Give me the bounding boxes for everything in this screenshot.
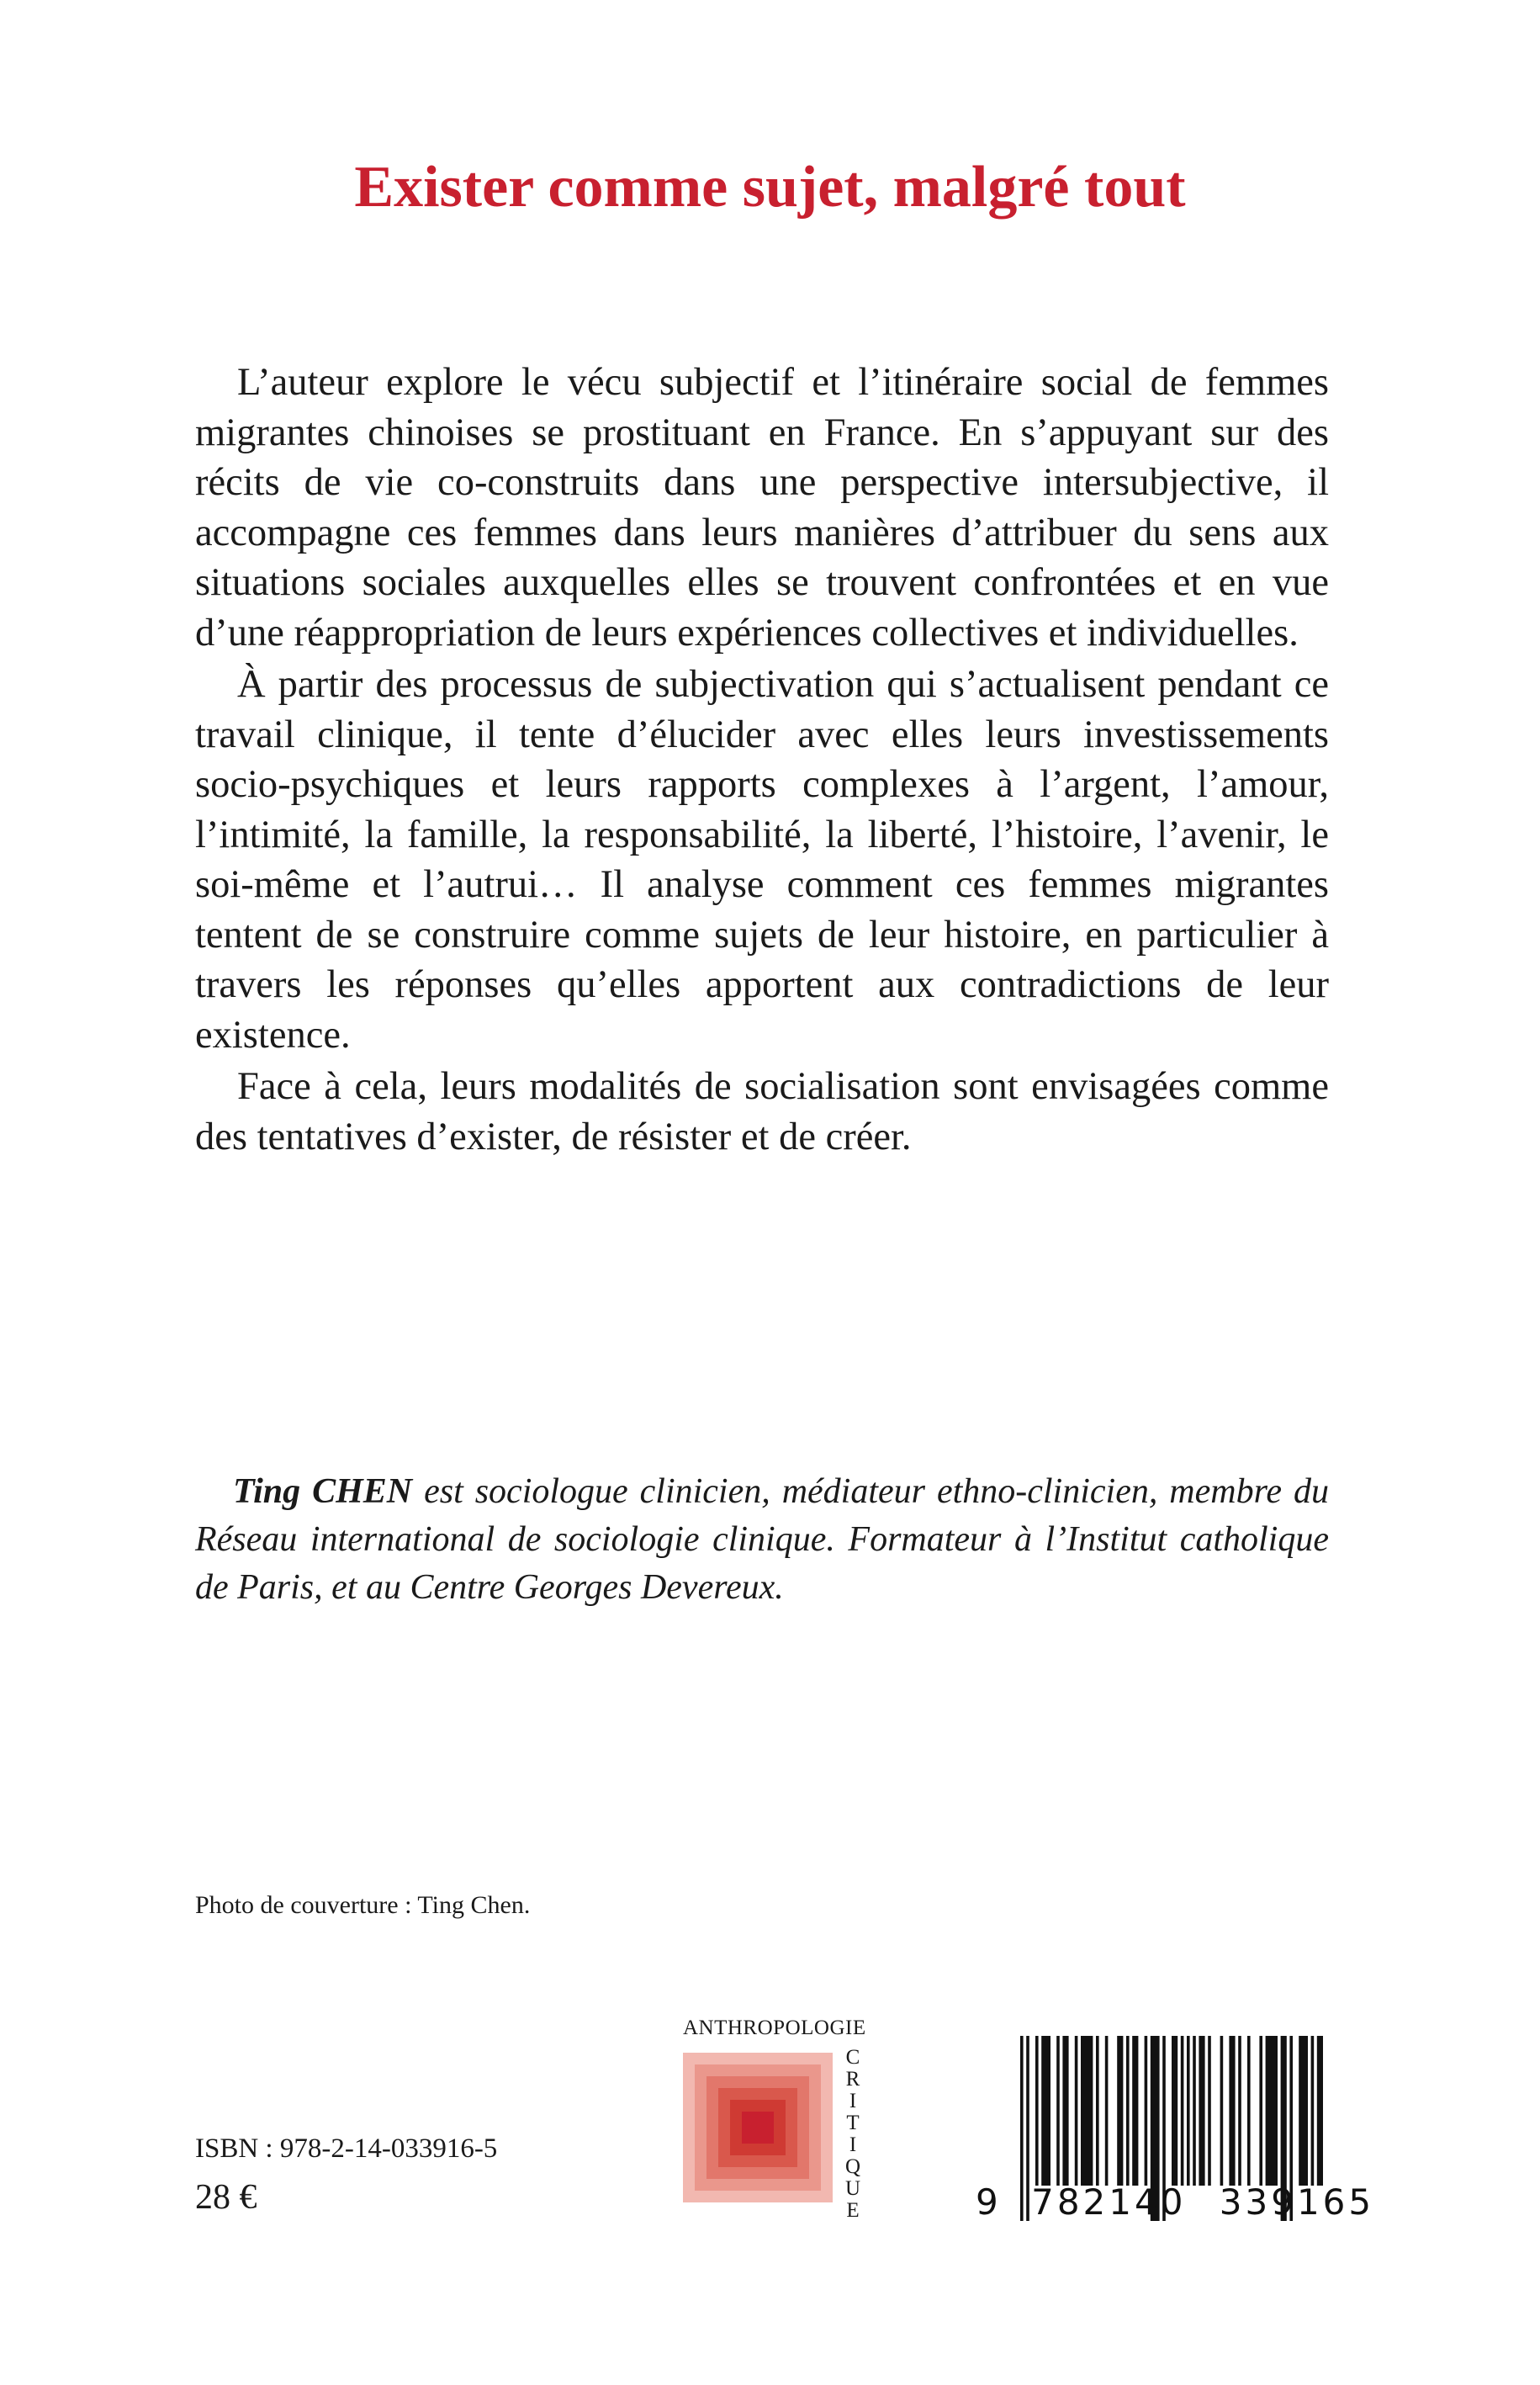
- barcode-bar: [1126, 2036, 1130, 2186]
- barcode-bar: [1266, 2036, 1278, 2186]
- summary-paragraph: L’auteur explore le vécu subjectif et l’itinéraire social de femmes migrantes chinoises se prostituant en France. En s’appuyant sur des récits de vie co-construits dans une perspective intersubjective, il accompagne ces femmes dans leurs manières d’attribuer du sens aux situations sociales auxquelles elles se trouvent confrontées et en vue d’une réappropriation de leurs expériences collectives et individuelles.: [195, 361, 1329, 655]
- barcode-bar: [1062, 2036, 1068, 2186]
- barcode-right-group: 339165: [1219, 2181, 1375, 2223]
- barcode-bar: [1056, 2036, 1060, 2186]
- barcode-bar: [1317, 2036, 1323, 2186]
- summary-paragraph: À partir des processus de subjectivation qui s’actualisent pendant ce travail clinique, il tente d’élucider avec elles leurs investissements socio-psychiques et leurs rapports complexes à l’argent, l’amour, l’intimité, la famille, la responsabilité, la liberté, l’histoire, l’avenir, le soi-même et l’autrui… Il analyse comment ces femmes migrantes tentent de se construire comme sujets de leur histoire, en particulier à travers les réponses qu’elles apportent aux contradictions de leur existence.: [195, 663, 1329, 1057]
- barcode-bar: [1096, 2036, 1099, 2186]
- series-side-word: [841, 2047, 865, 2222]
- logo-square: [742, 2112, 774, 2144]
- barcode-bar: [1259, 2036, 1262, 2186]
- series-logo-icon: [683, 2053, 833, 2202]
- barcode-left-group: 782140: [1031, 2181, 1187, 2223]
- barcode-bar: [1145, 2036, 1148, 2186]
- barcode-digits: [976, 2181, 1375, 2223]
- series-side-letter: R: [845, 2068, 860, 2091]
- series-side-letter: C: [845, 2046, 860, 2069]
- barcode-first-digit: 9: [976, 2181, 1002, 2223]
- author-bio: [195, 1468, 1329, 1612]
- series-side-letter: I: [849, 2133, 857, 2156]
- series-name: ANTHROPOLOGIE: [683, 2017, 866, 2039]
- barcode-bar: [1193, 2036, 1196, 2186]
- price: 28 €: [195, 2178, 257, 2217]
- barcode-bar: [1187, 2036, 1190, 2186]
- barcode-bar: [1041, 2036, 1050, 2186]
- summary-paragraph: Face à cela, leurs modalités de socialisation sont envisagées comme des tentatives d’exister, de résister et de créer.: [195, 1065, 1329, 1158]
- isbn: ISBN : 978-2-14-033916-5: [195, 2133, 498, 2164]
- barcode-bar: [1229, 2036, 1235, 2186]
- barcode-bar: [1238, 2036, 1241, 2186]
- barcode-bar: [1132, 2036, 1138, 2186]
- series-side-letter: T: [846, 2112, 860, 2134]
- series-side-letter: U: [844, 2177, 861, 2200]
- barcode-bar: [1117, 2036, 1123, 2186]
- barcode-bar: [1172, 2036, 1177, 2186]
- barcode-bar: [1299, 2036, 1308, 2186]
- barcode-bar: [1075, 2036, 1078, 2186]
- series-side-letter: I: [849, 2090, 857, 2112]
- barcode-bar: [1081, 2036, 1093, 2186]
- barcode-bar: [1208, 2036, 1211, 2186]
- series-side-letter: E: [846, 2199, 860, 2222]
- barcode-bar: [1247, 2036, 1251, 2186]
- barcode-bar: [1035, 2036, 1039, 2186]
- barcode-bar: [1105, 2036, 1109, 2186]
- series-side-letter: Q: [844, 2155, 861, 2178]
- barcode-bar: [1181, 2036, 1184, 2186]
- author-name: Ting CHEN: [233, 1472, 413, 1511]
- book-title: Exister comme sujet, malgré tout: [354, 155, 1186, 220]
- summary-text: [195, 358, 1329, 1162]
- photo-credit: Photo de couverture : Ting Chen.: [195, 1891, 531, 1919]
- barcode-bar: [1199, 2036, 1204, 2186]
- author-bio-text: est sociologue clinicien, médiateur ethno-clinicien, membre du Réseau international de sociologie clinique. Formateur à l’Institut catholique de Paris, et au Centre Georges Devereux.: [195, 1472, 1329, 1607]
- barcode-bar: [1220, 2036, 1224, 2186]
- barcode-bar: [1311, 2036, 1315, 2186]
